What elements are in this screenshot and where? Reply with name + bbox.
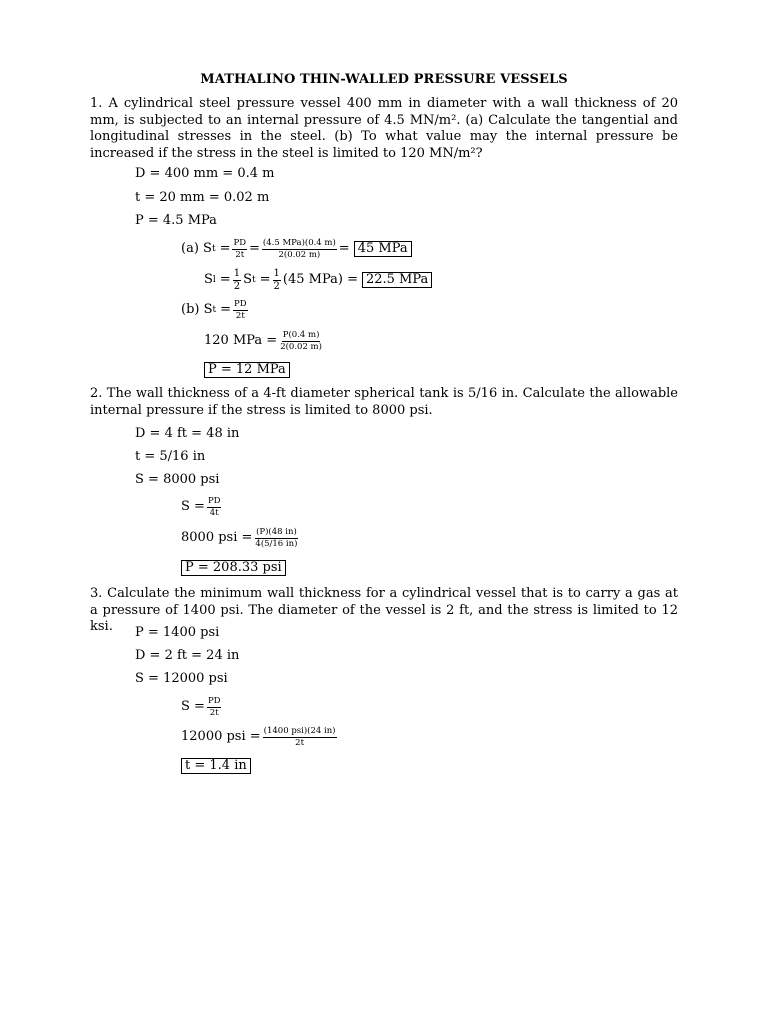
p2-substitution xyxy=(181,528,300,548)
p2-formula-fraction xyxy=(207,497,222,518)
p1-half-fraction-2 xyxy=(273,269,281,292)
p2-lhs: 8000 psi = xyxy=(181,530,253,545)
p1-b-label: (b) S xyxy=(181,302,213,317)
p1-b-answer: P = 12 MPa xyxy=(204,362,290,378)
p1-a-formula-fraction xyxy=(232,239,247,260)
p1-b-eq: = xyxy=(220,302,232,317)
p1-b-substitution xyxy=(204,331,325,351)
p1-a-value-fraction xyxy=(262,239,337,260)
p2-given-stress: S = 8000 psi xyxy=(135,472,220,487)
p2-s-label: S = xyxy=(181,499,205,514)
p3-substitution xyxy=(181,727,339,747)
p1-sl-eq1: = xyxy=(219,272,231,287)
p1-b-lhs: 120 MPa = xyxy=(204,333,278,348)
p1-b-value-fraction xyxy=(279,331,323,352)
p1-longitudinal-stress: S l = $\frac{1}{2}$ S t = $\frac{1}{2}$ (45 MPa) = 22.5 MPa xyxy=(204,270,432,290)
p1-b-value-num: P(0.4 m) xyxy=(282,329,320,340)
p3-given-pressure: P = 1400 psi xyxy=(135,625,220,640)
p1-half-num-2: 1 xyxy=(273,267,280,279)
p2-answer: P = 208.33 psi xyxy=(181,560,286,576)
p2-value-fraction xyxy=(254,528,298,549)
p1-a-answer: 45 MPa xyxy=(354,241,412,257)
p2-given-diameter: D = 4 ft = 48 in xyxy=(135,426,240,441)
p1-a-label: (a) S xyxy=(181,241,212,256)
p1-sl-eq2: = xyxy=(259,272,271,287)
p1-b-value-den: 2(0.02 m) xyxy=(280,341,322,352)
p3-formula-fraction xyxy=(207,697,222,718)
p1-a-eq2: = xyxy=(249,241,260,256)
p1-sl-mid: (45 MPa) = xyxy=(282,272,358,287)
p1-b-answer-line xyxy=(204,362,290,378)
page-title: MATHALINO THIN-WALLED PRESSURE VESSELS xyxy=(200,72,568,87)
p3-formula xyxy=(181,697,223,717)
p1-half-den-2: 2 xyxy=(273,280,280,292)
p1-a-eq1: = xyxy=(219,241,231,256)
p3-s-label: S = xyxy=(181,699,205,714)
p3-value-fraction xyxy=(263,727,337,748)
p1-a-formula-den: 2t xyxy=(235,249,245,260)
p1-a-value-den: 2(0.02 m) xyxy=(278,249,321,260)
p3-value-num: (1400 psi)(24 in) xyxy=(263,725,336,736)
p1-st-label: S xyxy=(243,272,252,287)
problem-1-statement: 1. A cylindrical steel pressure vessel 400 mm in diameter with a wall thickness of 20 mm, is subjected to an internal pressure of 4.5 MN/m². (a) Calculate the tangential and longitudinal stresses in the steel. (b) To what value may the internal pressure be increased if the stress in the steel is limited to 120 MN/m²? xyxy=(90,96,678,161)
p1-half-fraction-1 xyxy=(233,269,241,292)
p1-sl-answer: 22.5 MPa xyxy=(362,272,432,288)
p3-answer-line xyxy=(181,758,251,774)
p3-formula-den: 2t xyxy=(209,707,219,718)
p2-answer-line xyxy=(181,560,286,576)
p1-given-thickness: t = 20 mm = 0.02 m xyxy=(135,190,270,205)
p2-formula xyxy=(181,497,223,517)
p1-b-formula-num: PD xyxy=(234,298,247,309)
p2-given-thickness: t = 5/16 in xyxy=(135,449,206,464)
p1-given-pressure: P = 4.5 MPa xyxy=(135,213,217,228)
p1-given-diameter: D = 400 mm = 0.4 m xyxy=(135,166,275,181)
p2-formula-den: 4t xyxy=(209,507,219,518)
problem-2-statement: 2. The wall thickness of a 4-ft diameter spherical tank is 5/16 in. Calculate the allowable internal pressure if the stress is limited to 8000 psi. xyxy=(90,386,678,418)
p1-b-formula-den: 2t xyxy=(235,310,245,321)
p1-sl-label: S xyxy=(204,272,213,287)
p1-b-formula: (b) S t = $\frac{PD}{2t}$ xyxy=(181,298,247,321)
p1-b-formula-fraction xyxy=(233,300,248,321)
p2-value-den: 4(5/16 in) xyxy=(255,538,298,549)
p1-half-den-1: 2 xyxy=(233,280,241,292)
p1-a-value-num: (4.5 MPa)(0.4 m) xyxy=(262,237,336,248)
p2-formula-num: PD xyxy=(207,495,221,506)
problem-3-statement: 3. Calculate the minimum wall thickness for a cylindrical vessel that is to carry a gas at a pressure of 1400 psi. The diameter of the vessel is 2 ft, and the stress is limited to 12 ksi. xyxy=(90,586,678,634)
p3-value-den: 2t xyxy=(295,737,304,748)
p1-half-num-1: 1 xyxy=(233,267,241,279)
p1-a-eq3: = xyxy=(338,241,350,256)
p1-a-formula-num: PD xyxy=(233,237,247,248)
p3-given-stress: S = 12000 psi xyxy=(135,671,228,686)
p3-formula-num: PD xyxy=(207,695,221,706)
p1-a-tangential-stress: (a) S t = $\frac{PD}{2t}$ = $\frac{\text{(4.5 MPa)(0.4 m)}}{2(0.02 m)}$ = 45 MPa xyxy=(181,239,412,259)
p2-value-num: (P)(48 in) xyxy=(256,526,297,537)
p3-lhs: 12000 psi = xyxy=(181,729,261,744)
p3-answer: t = 1.4 in xyxy=(181,758,251,774)
p3-given-diameter: D = 2 ft = 24 in xyxy=(135,648,240,663)
